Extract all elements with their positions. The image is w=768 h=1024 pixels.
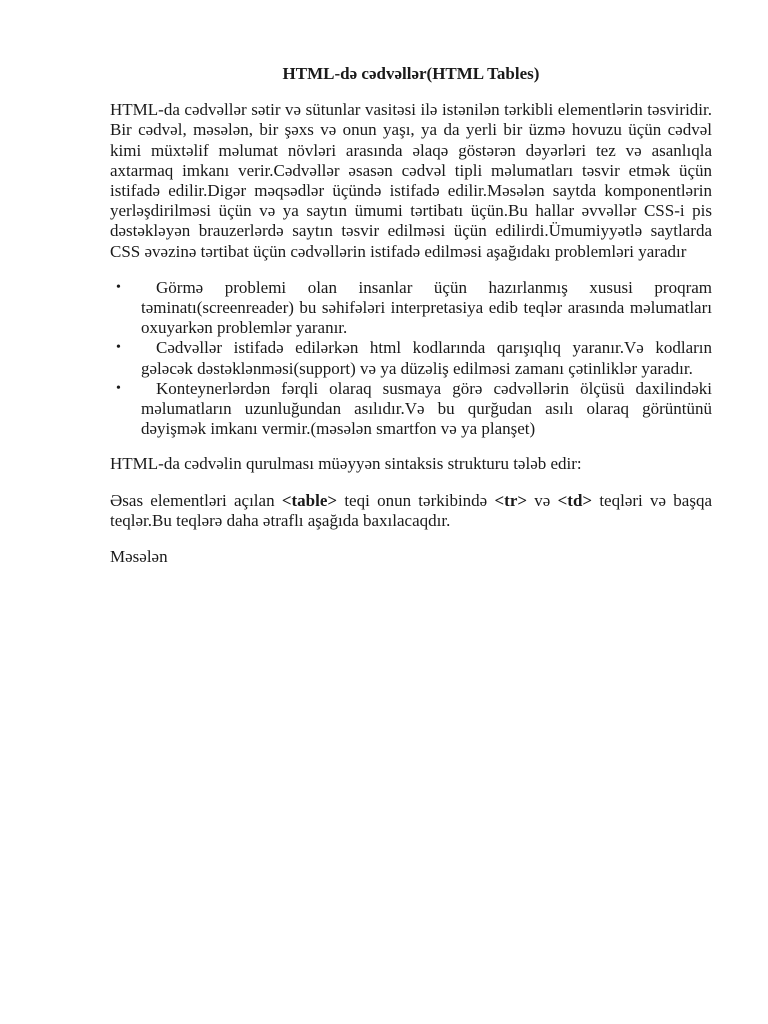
- document-title: HTML-də cədvəllər(HTML Tables): [282, 64, 540, 83]
- elements-text-4: teqləri və başqa teqlər.Bu teqlərə daha ətraflı aşağıda baxılacaqdır.: [110, 490, 712, 530]
- list-item: [110, 278, 712, 339]
- bullet-icon: •: [116, 380, 121, 396]
- td-tag-label: <td>: [557, 490, 593, 510]
- table-tag-label: <table>: [281, 490, 338, 510]
- intro-paragraph: HTML-da cədvəllər sətir və sütunlar vasitəsi ilə istənilən tərkibli elementlərin təsviridir. Bir cədvəl, məsələn, bir şəxs və onun yaşı, ya da yerli bir üzmə hovuzu üçün cədvəl kimi müxtəlif məlumat növləri arasında əlaqə göstərən dəyərləri tez və asanlıqla axtarmaq imkanı verir.Cədvəllər əsasən cədvəl tipli məlumatları təsvir etmək üçün istifadə edilir.Digər məqsədlər üçündə istifadə edilir.Məsələn saytda komponentlərin yerləşdirilməsi üçün və ya saytın ümumi tərtibatı üçün.Bu hallar əvvəllər CSS-i pis dəstəkləyən brauzerlərdə saytın təsvir edilməsi üçün edilirdi.Ümumiyyətlə saytlarda CSS əvəzinə tərtibat üçün cədvəllərin istifadə edilməsi aşağıdakı problemləri yaradır: [110, 100, 712, 261]
- elements-text-1: Əsas elementləri açılan: [110, 490, 282, 510]
- elements-text-3: və: [527, 490, 558, 510]
- list-item: [110, 338, 712, 378]
- bullet-icon: •: [116, 279, 121, 295]
- list-item-text: Cədvəllər istifadə edilərkən html kodlarında qarışıqlıq yaranır.Və kodların gələcək dəstəklənməsi(support) və ya düzəliş edilməsi zamanı çətinliklər yaradır.: [141, 338, 712, 378]
- tr-tag-label: <tr>: [494, 490, 528, 510]
- elements-paragraph: [110, 491, 712, 531]
- list-item: [110, 379, 712, 440]
- problems-list: [110, 278, 712, 440]
- document-page: [110, 64, 712, 583]
- elements-text-2: teqi onun tərkibində: [337, 490, 495, 510]
- list-item-text: Konteynerlərdən fərqli olaraq susmaya görə cədvəllərin ölçüsü daxilindəki məlumatların uzunluğundan asılıdır.Və bu qurğudan asılı olaraq görüntünü dəyişmək imkanı vermir.(məsələn smartfon və ya planşet): [141, 378, 712, 439]
- list-item-text: Görmə problemi olan insanlar üçün hazırlanmış xususi proqram təminatı(screenreader) bu səhifələri interpretasiya edib teqlər arasında məlumatları oxuyarkən problemlər yaranır.: [141, 277, 712, 338]
- structure-sentence: HTML-da cədvəlin qurulması müəyyən sintaksis strukturu tələb edir:: [110, 454, 582, 474]
- bullet-icon: •: [116, 340, 121, 356]
- example-label: Məsələn: [110, 547, 168, 567]
